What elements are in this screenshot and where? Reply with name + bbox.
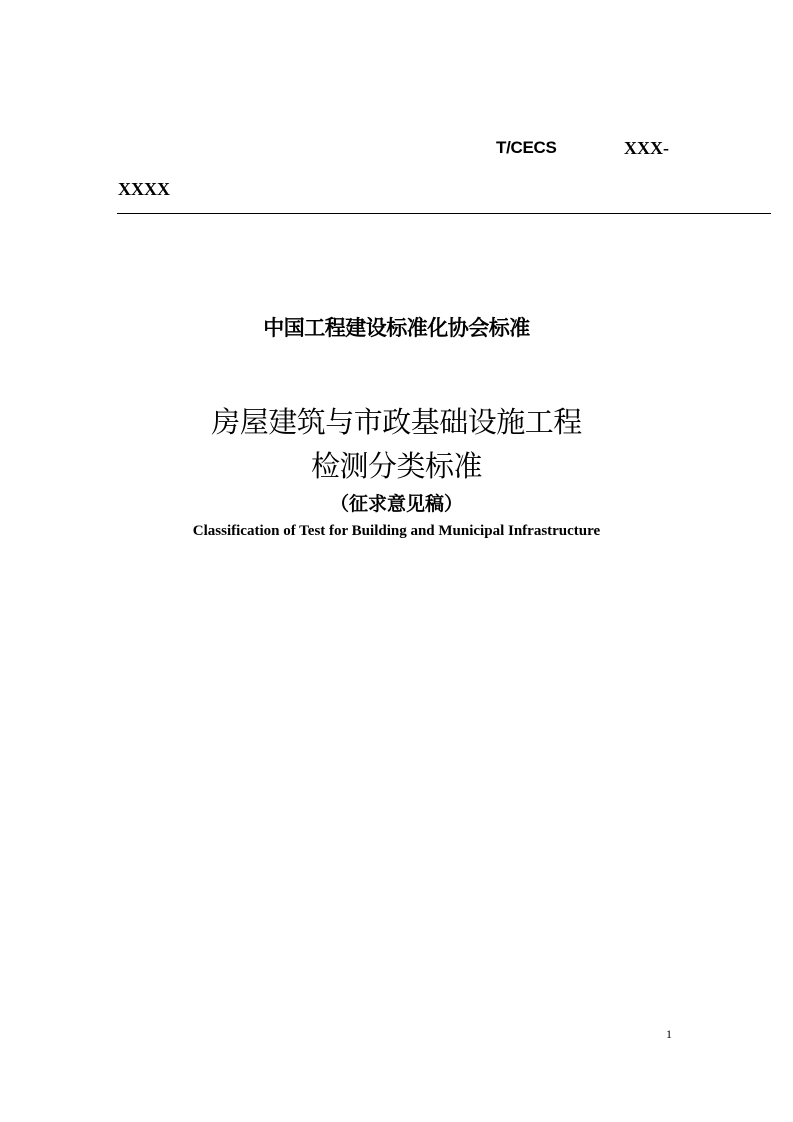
association-name: 中国工程建设标准化协会标准 [263,316,530,340]
title-line-1: 房屋建筑与市政基础设施工程 [211,405,582,439]
header-rule [117,213,771,214]
standard-code-prefix: T/CECS [496,138,557,157]
standard-code-number-part1: XXX- [624,138,669,158]
standard-code-number-part2: XXXX [118,179,170,199]
draft-status: （征求意见稿） [329,493,463,515]
english-title: Classification of Test for Building and Municipal Infrastructure [192,523,601,539]
title-line-2: 检测分类标准 [310,449,482,483]
page-number: 1 [666,1027,672,1041]
